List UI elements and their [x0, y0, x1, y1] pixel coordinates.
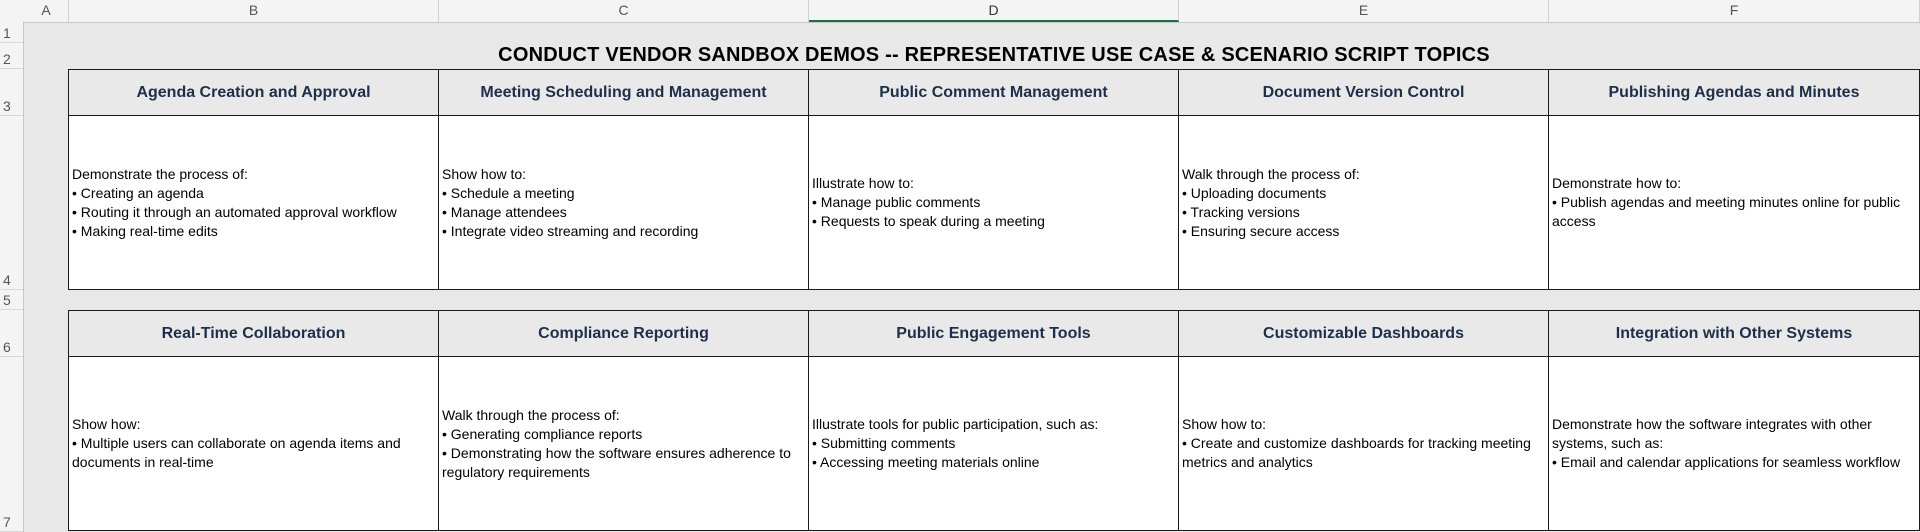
topic-description-cell[interactable] [809, 116, 1179, 290]
row-header-6[interactable]: 6 [0, 310, 23, 357]
topic-heading-cell[interactable] [809, 70, 1179, 116]
description-bullet: • Multiple users can collaborate on agenda items and documents in real-time [72, 435, 401, 470]
description-bullet: • Manage attendees [442, 203, 567, 220]
topic-heading: Customizable Dashboards [1263, 324, 1464, 342]
description-bullet: • Making real-time edits [72, 222, 218, 239]
topic-heading-cell[interactable] [439, 311, 809, 357]
row-header-4[interactable]: 4 [0, 116, 23, 290]
row-header-2[interactable]: 2 [0, 43, 23, 69]
description-intro: Walk through the process of: [1182, 165, 1360, 182]
topic-description-cell[interactable] [1179, 357, 1549, 531]
topics-table-1 [68, 69, 1920, 290]
topic-heading: Real-Time Collaboration [161, 324, 346, 342]
topic-heading: Public Engagement Tools [896, 324, 1091, 342]
description-bullet: • Ensuring secure access [1182, 222, 1340, 239]
column-header-e[interactable]: E [1179, 0, 1549, 22]
description-bullet: • Integrate video streaming and recording [442, 222, 699, 239]
column-header-a[interactable]: A [24, 0, 69, 22]
description-intro: Demonstrate the process of: [72, 165, 248, 182]
row-header-7[interactable]: 7 [0, 357, 23, 532]
topic-heading: Public Comment Management [879, 83, 1108, 101]
topic-description-cell[interactable] [1179, 116, 1549, 290]
column-header-f[interactable]: F [1549, 0, 1920, 22]
row-header-3[interactable]: 3 [0, 69, 23, 116]
topic-heading: Agenda Creation and Approval [136, 83, 371, 101]
topic-description-cell[interactable] [439, 116, 809, 290]
description-intro: Show how: [72, 416, 141, 432]
description-bullet: • Tracking versions [1182, 203, 1300, 220]
topic-heading-cell[interactable] [1179, 311, 1549, 357]
topic-description-cell[interactable] [1549, 357, 1920, 531]
description-bullet: • Creating an agenda [72, 184, 204, 201]
sheet-title[interactable] [24, 44, 1920, 67]
description-bullet: • Submitting comments [812, 435, 956, 451]
description-bullet: • Create and customize dashboards for tracking meeting metrics and analytics [1182, 435, 1531, 470]
topic-heading-cell[interactable] [1549, 311, 1920, 357]
description-bullet: • Schedule a meeting [442, 184, 575, 201]
description-intro: Show how to: [1182, 416, 1267, 432]
topic-description-cell[interactable] [1549, 116, 1920, 290]
topic-description-cell[interactable] [439, 357, 809, 531]
topic-heading: Publishing Agendas and Minutes [1608, 83, 1860, 101]
description-intro: Demonstrate how the software integrates with other systems, such as: [1552, 416, 1872, 451]
topics-table-2 [68, 310, 1920, 531]
description-bullet: • Routing it through an automated approval workflow [72, 203, 397, 220]
description-intro: Demonstrate how to: [1552, 175, 1682, 191]
description-bullet: • Generating compliance reports [442, 425, 643, 442]
topic-description-cell[interactable] [69, 116, 439, 290]
row-header-1[interactable]: 1 [0, 22, 23, 43]
description-bullet: • Accessing meeting materials online [812, 454, 1040, 470]
topic-heading: Compliance Reporting [538, 324, 709, 342]
topic-heading: Integration with Other Systems [1615, 324, 1853, 342]
column-header-bar [0, 0, 1920, 23]
row-header-5[interactable]: 5 [0, 290, 23, 310]
description-bullet: • Email and calendar applications for seamless workflow [1552, 454, 1901, 470]
topic-description-cell[interactable] [69, 357, 439, 531]
description-bullet: • Uploading documents [1182, 184, 1327, 201]
topic-heading: Document Version Control [1262, 83, 1465, 101]
column-header-b[interactable]: B [69, 0, 439, 22]
topic-heading-cell[interactable] [1549, 70, 1920, 116]
description-bullet: • Publish agendas and meeting minutes online for public access [1552, 194, 1901, 229]
topic-heading-cell[interactable] [69, 70, 439, 116]
description-intro: Show how to: [442, 165, 527, 182]
description-bullet: • Requests to speak during a meeting [812, 213, 1045, 229]
topic-heading-cell[interactable] [69, 311, 439, 357]
description-intro: Illustrate tools for public participation, such as: [812, 416, 1099, 432]
topic-description-cell[interactable] [809, 357, 1179, 531]
description-bullet: • Demonstrating how the software ensures adherence to regulatory requirements [442, 444, 791, 480]
column-header-d[interactable]: D [809, 0, 1179, 22]
topic-heading-cell[interactable] [809, 311, 1179, 357]
description-intro: Illustrate how to: [812, 175, 914, 191]
topic-heading-cell[interactable] [1179, 70, 1549, 116]
topic-heading-cell[interactable] [439, 70, 809, 116]
column-header-c[interactable]: C [439, 0, 809, 22]
topic-heading: Meeting Scheduling and Management [480, 83, 767, 101]
row-header-bar [0, 22, 24, 532]
sheet-title-text: CONDUCT VENDOR SANDBOX DEMOS -- REPRESENTATIVE USE CASE & SCENARIO SCRIPT TOPICS [498, 44, 1490, 66]
description-bullet: • Manage public comments [812, 194, 981, 210]
description-intro: Walk through the process of: [442, 406, 620, 423]
